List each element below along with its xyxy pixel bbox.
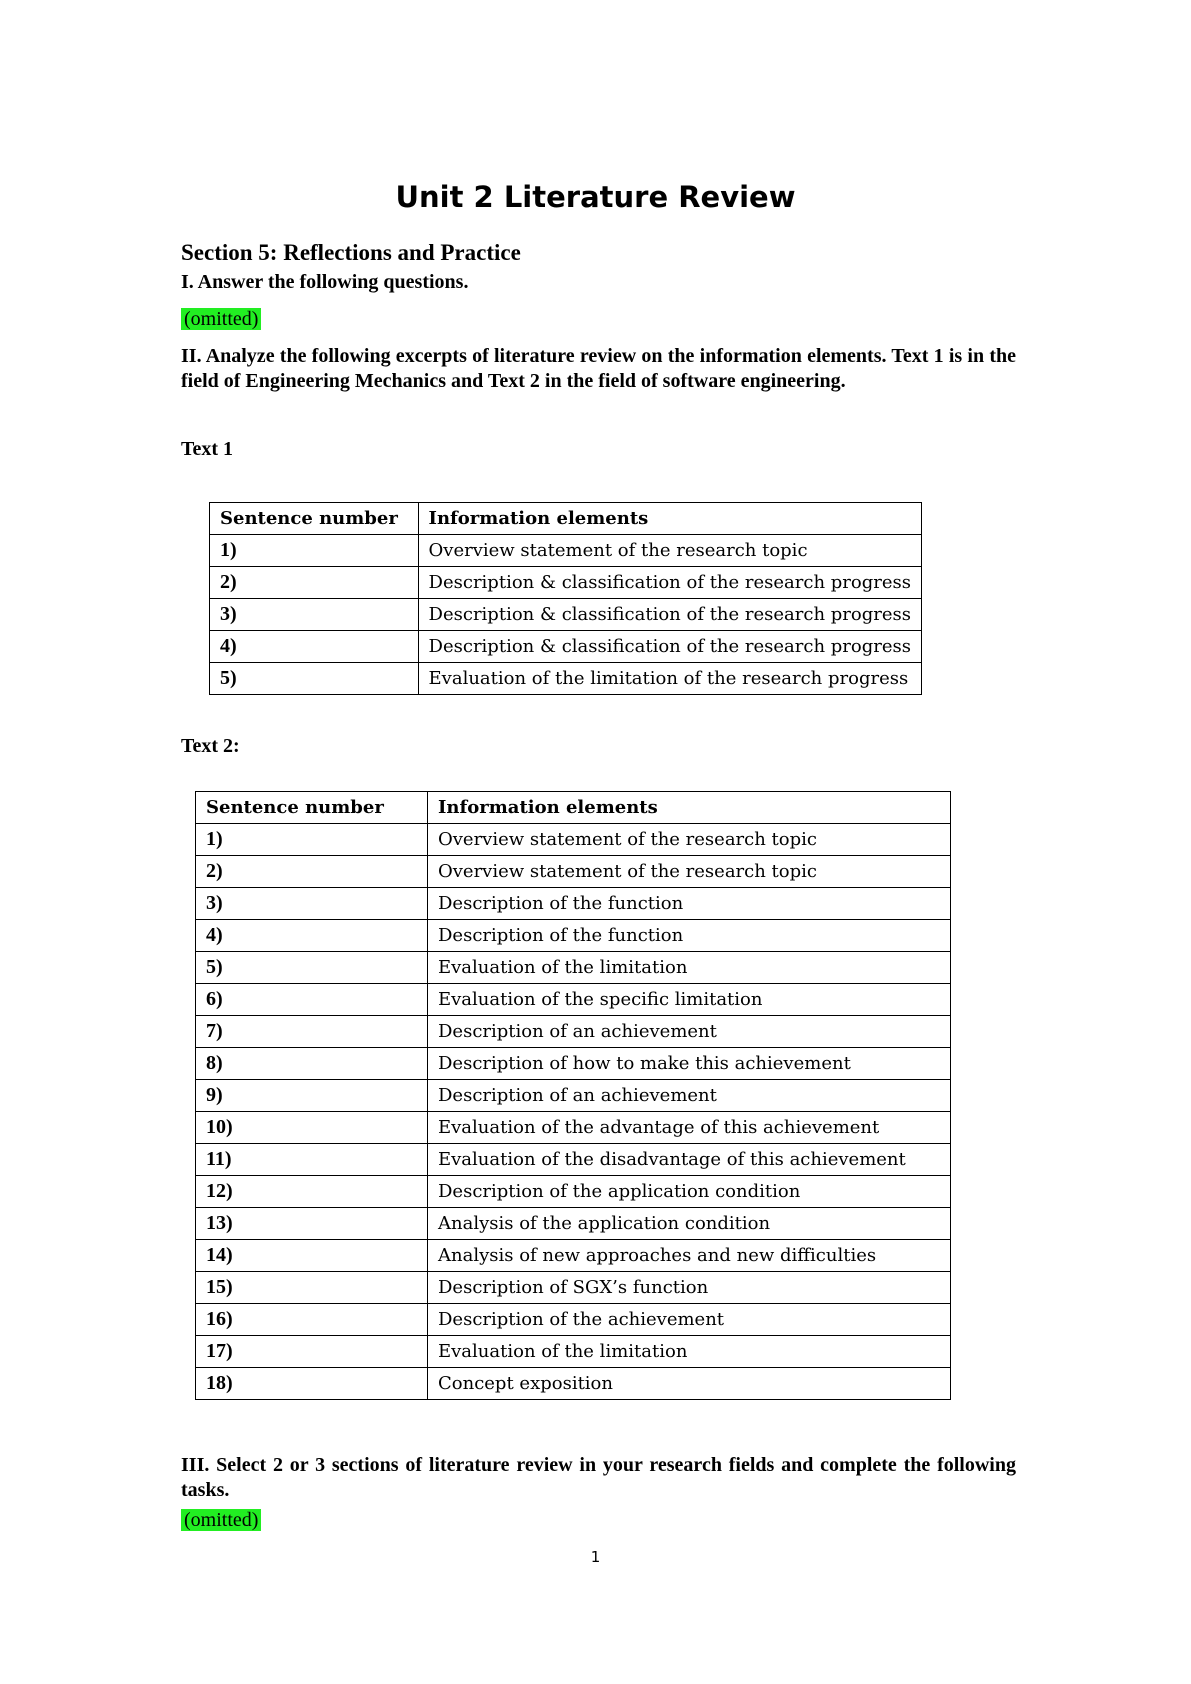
table-row (210, 663, 922, 695)
sentence-number-cell: 3) (196, 888, 428, 920)
table-row (196, 984, 951, 1016)
information-element-cell: Overview statement of the research topic (428, 856, 951, 888)
sentence-number-cell: 10) (196, 1112, 428, 1144)
information-element-cell: Description & classification of the research progress (418, 631, 921, 663)
table-row (196, 856, 951, 888)
sentence-number-cell: 2) (210, 567, 419, 599)
table-row (210, 567, 922, 599)
question-3-heading: III. Select 2 or 3 sections of literature review in your research fields and complete the following tasks. (181, 1454, 1016, 1501)
sentence-number-cell: 18) (196, 1368, 428, 1400)
sentence-number-cell: 4) (210, 631, 419, 663)
table-row (196, 1112, 951, 1144)
information-element-cell: Overview statement of the research topic (418, 535, 921, 567)
page-title: Unit 2 Literature Review (395, 180, 796, 214)
table-row (196, 1368, 951, 1400)
table-row (196, 1208, 951, 1240)
information-element-cell: Description of an achievement (428, 1080, 951, 1112)
table-row (196, 952, 951, 984)
table-row (196, 920, 951, 952)
information-element-cell: Evaluation of the limitation of the research progress (418, 663, 921, 695)
sentence-number-cell: 5) (210, 663, 419, 695)
table-row (196, 1304, 951, 1336)
information-element-cell: Description of the achievement (428, 1304, 951, 1336)
column-header: Information elements (428, 792, 951, 824)
question-1-heading: I. Answer the following questions. (181, 271, 469, 293)
table-row (196, 1080, 951, 1112)
sentence-number-cell: 1) (196, 824, 428, 856)
column-header: Sentence number (196, 792, 428, 824)
text-1-label: Text 1 (181, 438, 234, 460)
column-header: Sentence number (210, 503, 419, 535)
question-2-heading: II. Analyze the following excerpts of literature review on the information elements. Text 1 is in the field of Engineering Mechanics and Text 2 in the field of software engineering. (181, 345, 1016, 392)
question-3-omitted (181, 1509, 261, 1532)
table-row (196, 1144, 951, 1176)
sentence-number-cell: 6) (196, 984, 428, 1016)
information-element-cell: Description of the application condition (428, 1176, 951, 1208)
question-1-omitted (181, 308, 261, 331)
information-element-cell: Analysis of the application condition (428, 1208, 951, 1240)
information-element-cell: Description of an achievement (428, 1016, 951, 1048)
information-element-cell: Evaluation of the limitation (428, 1336, 951, 1368)
table-row (210, 631, 922, 663)
information-element-cell: Description & classification of the research progress (418, 599, 921, 631)
table-row (196, 1336, 951, 1368)
information-element-cell: Concept exposition (428, 1368, 951, 1400)
table-row (210, 535, 922, 567)
sentence-number-cell: 5) (196, 952, 428, 984)
omitted-highlight: (omitted) (181, 308, 261, 330)
information-element-cell: Description of the function (428, 888, 951, 920)
table-header-row (210, 503, 922, 535)
table-header-row (196, 792, 951, 824)
information-element-cell: Description of the function (428, 920, 951, 952)
sentence-number-cell: 4) (196, 920, 428, 952)
sentence-number-cell: 9) (196, 1080, 428, 1112)
sentence-number-cell: 3) (210, 599, 419, 631)
table-row (196, 1048, 951, 1080)
text-2-label: Text 2: (181, 735, 240, 757)
sentence-number-cell: 17) (196, 1336, 428, 1368)
text-1-table (209, 502, 922, 695)
table-row (210, 599, 922, 631)
sentence-number-cell: 11) (196, 1144, 428, 1176)
table-row (196, 1176, 951, 1208)
sentence-number-cell: 1) (210, 535, 419, 567)
table-row (196, 1240, 951, 1272)
text-2-table (195, 791, 951, 1400)
column-header: Information elements (418, 503, 921, 535)
sentence-number-cell: 7) (196, 1016, 428, 1048)
sentence-number-cell: 8) (196, 1048, 428, 1080)
sentence-number-cell: 14) (196, 1240, 428, 1272)
information-element-cell: Evaluation of the disadvantage of this achievement (428, 1144, 951, 1176)
omitted-highlight: (omitted) (181, 1509, 261, 1531)
table-row (196, 1016, 951, 1048)
information-element-cell: Description & classification of the research progress (418, 567, 921, 599)
sentence-number-cell: 15) (196, 1272, 428, 1304)
section-title: Section 5: Reflections and Practice (181, 240, 521, 265)
information-element-cell: Evaluation of the advantage of this achievement (428, 1112, 951, 1144)
information-element-cell: Description of SGX’s function (428, 1272, 951, 1304)
page-number: 1 (590, 1548, 601, 1566)
sentence-number-cell: 12) (196, 1176, 428, 1208)
table-row (196, 888, 951, 920)
information-element-cell: Overview statement of the research topic (428, 824, 951, 856)
table-row (196, 824, 951, 856)
sentence-number-cell: 16) (196, 1304, 428, 1336)
information-element-cell: Evaluation of the limitation (428, 952, 951, 984)
table-row (196, 1272, 951, 1304)
sentence-number-cell: 13) (196, 1208, 428, 1240)
information-element-cell: Analysis of new approaches and new difficulties (428, 1240, 951, 1272)
information-element-cell: Description of how to make this achievement (428, 1048, 951, 1080)
information-element-cell: Evaluation of the specific limitation (428, 984, 951, 1016)
sentence-number-cell: 2) (196, 856, 428, 888)
